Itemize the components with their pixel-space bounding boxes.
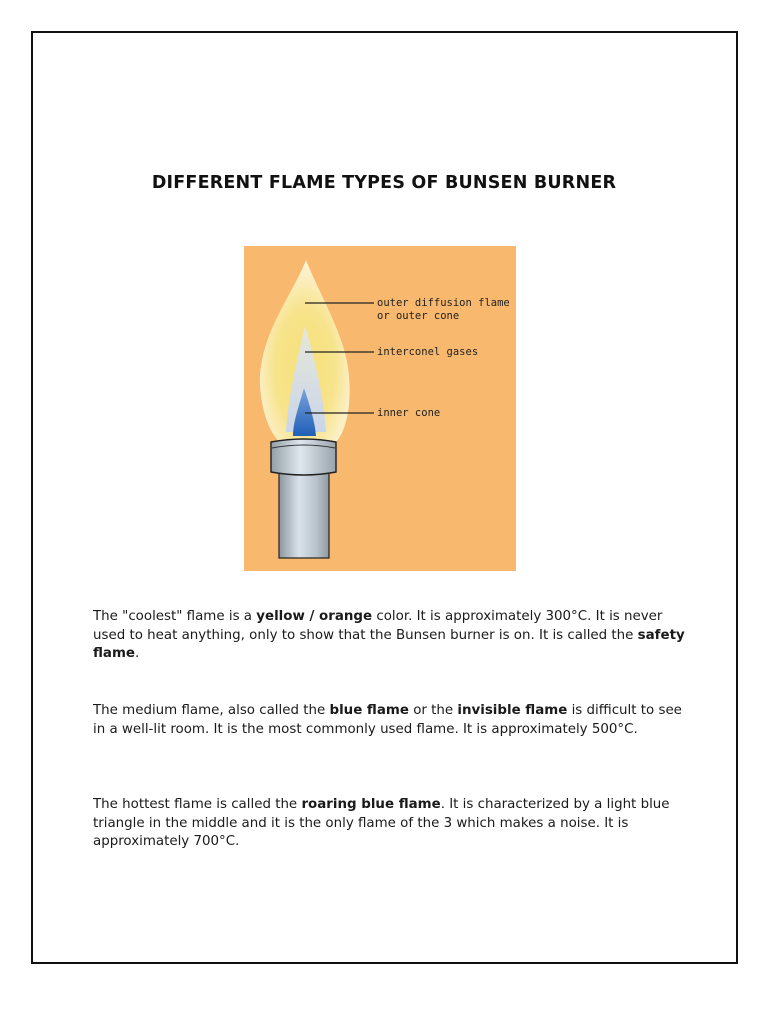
label-outer-line1: outer diffusion flame: [377, 297, 510, 309]
text-segment: color. It is approximately 300°C. It is never used to heat anything, only to show that the Bunsen burner is on. It is called the: [93, 609, 663, 643]
burner-collar: [271, 439, 336, 475]
text-segment: . It is characterized by a light blue triangle in the middle and it is the only flame of the 3 which makes a noise. It is approximately 700°C.: [93, 797, 670, 850]
label-outer-line2: or outer cone: [377, 310, 460, 322]
paragraph-hottest-flame: [93, 796, 693, 852]
text-segment: The medium flame, also called the: [93, 703, 330, 718]
text-segment: .: [135, 646, 140, 662]
text-segment: The hottest flame is called the: [93, 797, 302, 812]
bold-roaring-blue-flame: roaring blue flame: [301, 797, 441, 812]
label-interconal-gases: interconel gases: [377, 346, 479, 358]
bold-safety-flame: safety flame: [93, 627, 685, 662]
label-outer-cone: [377, 297, 510, 323]
bold-invisible-flame: invisible flame: [457, 703, 568, 718]
paragraph-medium-flame: [93, 702, 693, 739]
text-segment: The "coolest" flame is a: [93, 609, 257, 624]
label-inner-cone: inner cone: [377, 407, 441, 419]
bold-blue-flame: blue flame: [329, 703, 409, 718]
document-title: DIFFERENT FLAME TYPES OF BUNSEN BURNER: [151, 173, 617, 193]
bold-yellow-orange: yellow / orange: [256, 609, 373, 624]
bunsen-burner-diagram: [244, 246, 516, 571]
paragraph-coolest-flame: [93, 608, 693, 664]
text-segment: or the: [408, 703, 458, 718]
burner-tube: [279, 472, 329, 558]
text-segment: is difficult to see in a well-lit room. It is the most commonly used flame. It is approximately 500°C.: [93, 703, 682, 737]
